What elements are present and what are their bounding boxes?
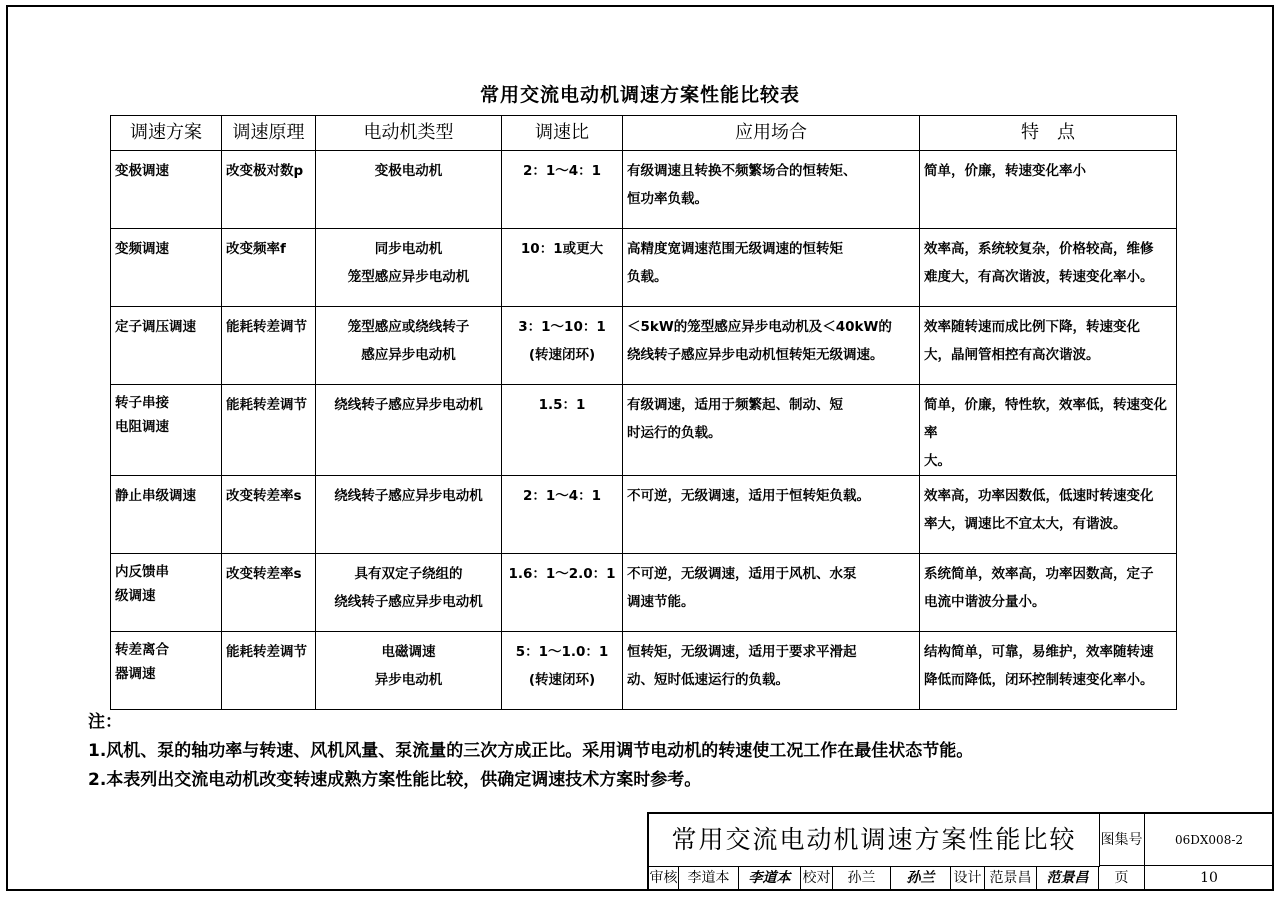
cell-features-line: 结构简单，可靠，易维护，效率随转速 [924, 644, 1154, 660]
cell-motor-type [316, 632, 502, 710]
cell-principle-text: 能耗转差调节 [226, 319, 307, 335]
cell-principle-text: 改变转差率s [226, 566, 302, 582]
drawing-title: 常用交流电动机调速方案性能比较 [649, 814, 1100, 867]
cell-application-line: 恒转矩，无级调速，适用于要求平滑起 [627, 644, 857, 660]
cell-motor-type [316, 385, 502, 476]
cell-motor-type-line: 绕线转子感应异步电动机 [334, 488, 483, 504]
header-ratio: 调速比 [502, 116, 623, 151]
cell-ratio-line: 1.6：1～2.0：1 [508, 566, 616, 582]
cell-principle [222, 554, 316, 632]
cell-features-line: 简单，价廉，转速变化率小 [924, 163, 1086, 179]
cell-principle [222, 476, 316, 554]
notes-heading: 注： [88, 712, 122, 732]
cell-scheme [111, 385, 222, 476]
cell-scheme-text: 定子调压调速 [115, 319, 196, 335]
cell-features-line: 效率随转速而成比例下降，转速变化 [924, 319, 1140, 335]
cell-application-line: 不可逆，无级调速，适用于风机、水泵 [627, 566, 857, 582]
cell-principle [222, 151, 316, 229]
cell-features-line: 率大，调速比不宜太大，有谐波。 [924, 516, 1127, 532]
atlas-number: 06DX008-2 [1145, 814, 1274, 866]
cell-motor-type [316, 476, 502, 554]
cell-ratio-line: 5：1～1.0：1 [515, 644, 609, 660]
cell-features-line: 效率高，系统较复杂，价格较高，维修 [924, 241, 1154, 257]
cell-features-line: 降低而降低，闭环控制转速变化率小。 [924, 672, 1154, 688]
cell-features [920, 385, 1177, 476]
cell-application [623, 476, 920, 554]
cell-motor-type-line: 电磁调速 [381, 644, 436, 660]
cell-features-line: 效率高，功率因数低，低速时转速变化 [924, 488, 1154, 504]
cell-scheme [111, 229, 222, 307]
cell-ratio [502, 385, 623, 476]
designer-name: 范景昌 [985, 866, 1037, 891]
page-label: 页 [1099, 866, 1145, 891]
cell-scheme [111, 307, 222, 385]
cell-motor-type-line: 异步电动机 [374, 672, 443, 688]
cell-scheme [111, 151, 222, 229]
header-features: 特 点 [920, 116, 1177, 151]
cell-principle-text: 改变转差率s [226, 488, 302, 504]
cell-scheme-text: 变极调速 [115, 163, 169, 179]
design-label: 设计 [951, 866, 985, 891]
comparison-table [110, 115, 1177, 710]
cell-scheme-text: 转差离合器调速 [115, 642, 169, 682]
cell-ratio-line: 10：1或更大 [520, 241, 604, 257]
cell-scheme-text: 静止串级调速 [115, 488, 196, 504]
checker-name: 孙兰 [833, 866, 891, 891]
table-row [111, 229, 1177, 307]
cell-motor-type-line: 笼型感应或绕线转子 [347, 319, 470, 335]
header-application: 应用场合 [623, 116, 920, 151]
cell-ratio [502, 632, 623, 710]
cell-features-line: 难度大，有高次谐波，转速变化率小。 [924, 269, 1154, 285]
cell-principle-text: 改变频率f [226, 241, 286, 257]
table-row [111, 385, 1177, 476]
cell-features [920, 476, 1177, 554]
cell-features-line: 电流中谐波分量小。 [924, 594, 1046, 610]
cell-motor-type-line: 同步电动机 [374, 241, 443, 257]
header-principle: 调速原理 [222, 116, 316, 151]
cell-principle [222, 632, 316, 710]
table-row [111, 476, 1177, 554]
table-header-row [111, 116, 1177, 151]
cell-application [623, 151, 920, 229]
table-title: 常用交流电动机调速方案性能比较表 [479, 84, 800, 106]
table-row [111, 632, 1177, 710]
header-motor-type: 电动机类型 [316, 116, 502, 151]
cell-scheme [111, 632, 222, 710]
cell-scheme-text: 变频调速 [115, 241, 169, 257]
cell-motor-type-line: 感应异步电动机 [361, 347, 456, 363]
cell-scheme [111, 476, 222, 554]
cell-application [623, 554, 920, 632]
cell-motor-type [316, 229, 502, 307]
cell-motor-type-line: 笼型感应异步电动机 [347, 269, 470, 285]
cell-ratio-line: 3：1～10：1 [518, 319, 606, 335]
checker-signature: 孙兰 [891, 866, 951, 891]
cell-scheme-text: 内反馈串级调速 [115, 564, 169, 604]
cell-application-line: 不可逆，无级调速，适用于恒转矩负载。 [627, 488, 870, 504]
reviewer-signature: 李道本 [739, 866, 801, 891]
cell-motor-type-line: 变极电动机 [374, 163, 443, 179]
note-item: 1.风机、泵的轴功率与转速、风机风量、泵流量的三次方成正比。采用调节电动机的转速使工况工作在最佳状态节能。 [88, 741, 974, 761]
cell-motor-type-line: 具有双定子绕组的 [354, 566, 463, 582]
cell-features [920, 632, 1177, 710]
cell-scheme [111, 554, 222, 632]
title-block [647, 812, 1274, 891]
designer-signature: 范景昌 [1037, 866, 1099, 891]
cell-principle [222, 385, 316, 476]
cell-ratio [502, 229, 623, 307]
cell-application [623, 229, 920, 307]
cell-features [920, 151, 1177, 229]
cell-principle-text: 能耗转差调节 [226, 644, 307, 660]
cell-motor-type [316, 307, 502, 385]
cell-ratio-line: 1.5：1 [538, 397, 586, 413]
atlas-label: 图集号 [1099, 814, 1145, 866]
cell-ratio [502, 307, 623, 385]
cell-features-line: 大。 [924, 453, 951, 469]
cell-ratio [502, 151, 623, 229]
cell-application-line: ＜5kW的笼型感应异步电动机及＜40kW的 [627, 319, 892, 335]
table-row [111, 307, 1177, 385]
cell-principle [222, 307, 316, 385]
cell-application-line: 调速节能。 [627, 594, 695, 610]
cell-application-line: 恒功率负载。 [627, 191, 708, 207]
cell-features-line: 系统简单，效率高，功率因数高，定子 [924, 566, 1154, 582]
cell-motor-type-line: 绕线转子感应异步电动机 [334, 397, 483, 413]
page-number: 10 [1145, 866, 1274, 891]
check-label: 校对 [801, 866, 833, 891]
cell-ratio-line: (转速闭环) [528, 347, 596, 363]
cell-features-line: 大，晶闸管相控有高次谐波。 [924, 347, 1100, 363]
cell-ratio [502, 476, 623, 554]
cell-application-line: 负载。 [627, 269, 668, 285]
cell-features [920, 307, 1177, 385]
cell-features-line: 简单，价廉，特性软，效率低，转速变化率 [924, 397, 1167, 441]
table-row [111, 151, 1177, 229]
reviewer-name: 李道本 [679, 866, 739, 891]
cell-application-line: 时运行的负载。 [627, 425, 722, 441]
cell-scheme-text: 转子串接电阻调速 [115, 395, 169, 435]
cell-ratio-line: (转速闭环) [528, 672, 596, 688]
cell-ratio [502, 554, 623, 632]
cell-application-line: 有级调速且转换不频繁场合的恒转矩、 [627, 163, 857, 179]
cell-application-line: 绕线转子感应异步电动机恒转矩无级调速。 [627, 347, 884, 363]
cell-application-line: 有级调速，适用于频繁起、制动、短 [627, 397, 843, 413]
table-row [111, 554, 1177, 632]
cell-application [623, 307, 920, 385]
cell-application-line: 动、短时低速运行的负载。 [627, 672, 789, 688]
header-scheme: 调速方案 [111, 116, 222, 151]
cell-principle [222, 229, 316, 307]
cell-principle-text: 改变极对数p [226, 163, 304, 179]
cell-application-line: 高精度宽调速范围无级调速的恒转矩 [627, 241, 843, 257]
cell-ratio-line: 2：1～4：1 [522, 488, 602, 504]
cell-application [623, 385, 920, 476]
note-item: 2.本表列出交流电动机改变转速成熟方案性能比较，供确定调速技术方案时参考。 [88, 770, 702, 790]
review-label: 审核 [649, 866, 679, 891]
cell-motor-type [316, 554, 502, 632]
notes [88, 708, 973, 795]
cell-application [623, 632, 920, 710]
cell-ratio-line: 2：1～4：1 [522, 163, 602, 179]
cell-principle-text: 能耗转差调节 [226, 397, 307, 413]
cell-motor-type [316, 151, 502, 229]
cell-motor-type-line: 绕线转子感应异步电动机 [334, 594, 483, 610]
cell-features [920, 229, 1177, 307]
cell-features [920, 554, 1177, 632]
